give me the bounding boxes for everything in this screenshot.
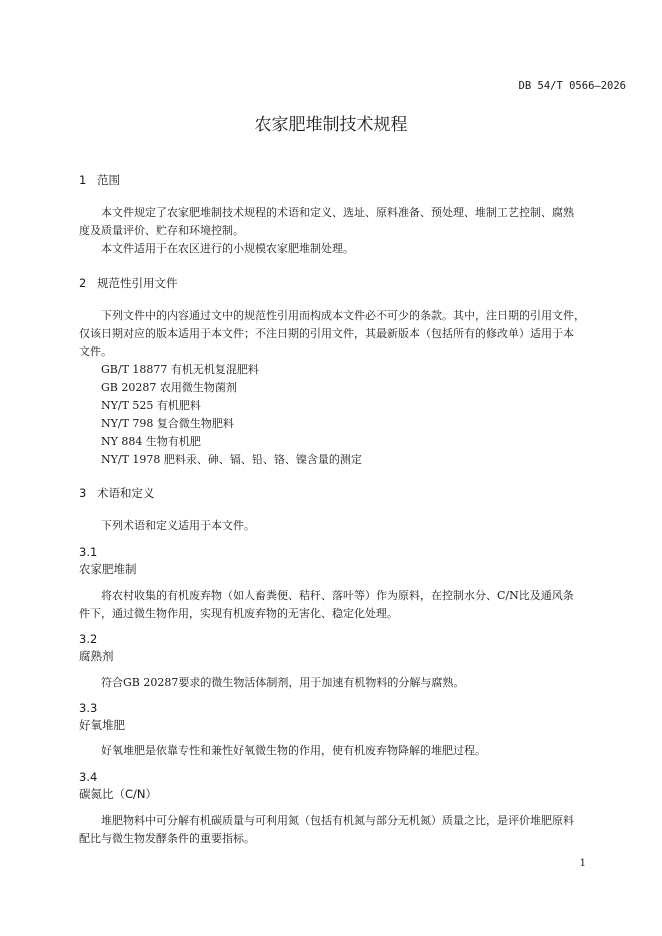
term-name: 碳氮比（C/N） <box>79 787 158 801</box>
paragraph-line: 文件。 <box>79 345 112 358</box>
term-number: 3.2 <box>79 632 98 646</box>
paragraph-line: 下列术语和定义适用于本文件。 <box>101 519 255 532</box>
reference-item: NY 884 生物有机肥 <box>101 435 201 448</box>
paragraph-line: 下列文件中的内容通过文中的规范性引用而构成本文件必不可少的条款。其中，注日期的引用文件， <box>101 309 585 322</box>
document-title: 农家肥堆制技术规程 <box>254 115 408 135</box>
section-number: 1 <box>79 173 87 187</box>
paragraph-line: 本文件适用于在农区进行的小规模农家肥堆制处理。 <box>101 242 354 255</box>
term-number: 3.3 <box>79 701 98 715</box>
paragraph-line: 仅该日期对应的版本适用于本文件；不注日期的引用文件，其最新版本（包括所有的修改单）适用于本 <box>79 327 574 340</box>
section-number: 3 <box>79 486 87 500</box>
term-definition-line: 将农村收集的有机废弃物（如人畜粪便、秸秆、落叶等）作为原料，在控制水分、C/N比及通风条 <box>101 589 574 602</box>
section-number: 2 <box>79 276 87 290</box>
reference-item: GB 20287 农用微生物菌剂 <box>101 381 237 394</box>
reference-item: NY/T 1978 肥料汞、砷、镉、铅、铬、镍含量的测定 <box>101 453 362 466</box>
term-definition-line: 堆肥物料中可分解有机碳质量与可利用氮（包括有机氮与部分无机氮）质量之比，是评价堆肥原料 <box>101 814 574 827</box>
term-definition-line: 配比与微生物发酵条件的重要指标。 <box>79 832 255 845</box>
term-definition-line: 件下，通过微生物作用，实现有机废弃物的无害化、稳定化处理。 <box>79 607 398 620</box>
term-definition-line: 符合GB 20287要求的微生物活体制剂，用于加速有机物料的分解与腐熟。 <box>101 676 465 689</box>
paragraph-line: 度及质量评价、贮存和环境控制。 <box>79 224 244 237</box>
section-3-heading <box>79 485 155 501</box>
section-title: 术语和定义 <box>97 486 155 500</box>
term-name: 腐熟剂 <box>79 649 114 663</box>
section-1-heading <box>79 172 120 188</box>
term-name: 好氧堆肥 <box>79 718 125 732</box>
term-number: 3.1 <box>79 545 98 559</box>
reference-item: NY/T 525 有机肥料 <box>101 399 201 412</box>
page-number: 1 <box>579 858 586 869</box>
term-name: 农家肥堆制 <box>79 562 137 576</box>
reference-item: NY/T 798 复合微生物肥料 <box>101 417 234 430</box>
section-title: 范围 <box>97 173 120 187</box>
standard-number: DB 54/T 0566—2026 <box>518 80 626 92</box>
section-title: 规范性引用文件 <box>97 276 178 290</box>
term-number: 3.4 <box>79 770 98 784</box>
section-2-heading <box>79 275 178 291</box>
term-definition-line: 好氧堆肥是依靠专性和兼性好氧微生物的作用，使有机废弃物降解的堆肥过程。 <box>101 744 486 757</box>
reference-item: GB/T 18877 有机无机复混肥料 <box>101 363 259 376</box>
paragraph-line: 本文件规定了农家肥堆制技术规程的术语和定义、选址、原料准备、预处理、堆制工艺控制、腐熟 <box>101 206 574 219</box>
